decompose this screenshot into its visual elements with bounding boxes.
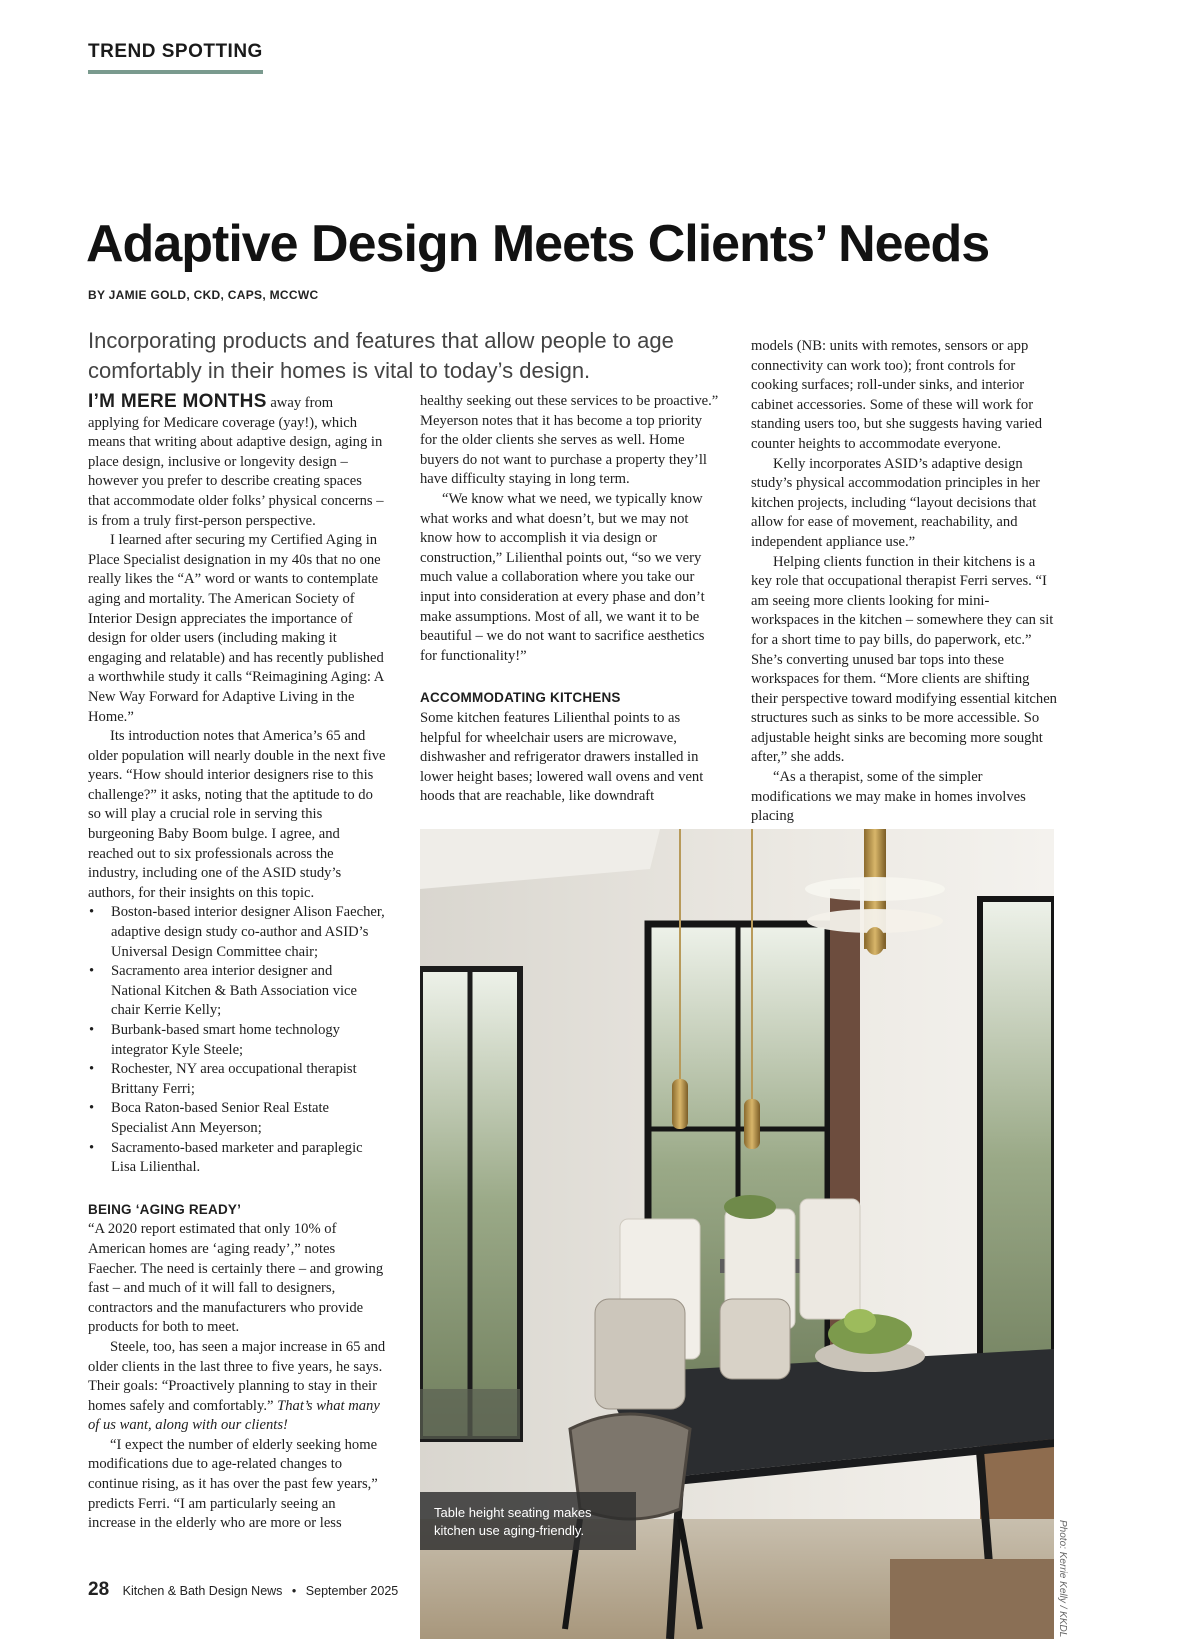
photo-caption: Table height seating makes kitchen use aging-friendly.	[420, 1492, 636, 1550]
lead-in-caps: I’M MERE MONTHS	[88, 391, 267, 412]
body-paragraph: models (NB: units with remotes, sensors or app connectivity can work too); front controls for cooking surfaces; roll-under sinks, and interior cabinet accessories. Some of these will work for standing users too, but she suggests having varied counter heights to accommodate everyone.	[751, 338, 1043, 452]
list-item: • Burbank-based smart home technology integrator Kyle Steele;	[88, 1021, 386, 1060]
body-paragraph	[88, 1338, 386, 1436]
footer-separator: •	[291, 1584, 297, 1598]
body-paragraph: “We know what we need, we typically know what works and what doesn’t, but we may not know how to accomplish it via design or construction,” Lilienthal points out, “so we very much value a collaboration where you take our input into consideration at every phase and don’t make assumptions. Most of all, we want it to be beautiful – we do not want to sacrifice aesthetics for functionality!”	[420, 490, 705, 664]
body-paragraph: “I expect the number of elderly seeking home modifications due to age-related changes to continue rising, as it has over the past few years,” predicts Ferri. “I am particularly seeing an increase in the elderly who are more or less	[88, 1436, 378, 1532]
body-paragraph: Helping clients function in their kitchens is a key role that occupational therapist Ferri serves. “I am seeing more clients looking for mini-workspaces in the kitchen – somewhere they can sit for a short time to pay bills, do paperwork, etc.” She’s converting unused bar tops into these workspaces for them. “More clients are shifting their perspective toward modifying essential kitchen structures such as sinks to be more accessible. So adjustable height sinks are becoming more sought after,” she adds.	[751, 553, 1057, 766]
body-paragraph: Its introduction notes that America’s 65 and older population will nearly double in the next five years. “How should interior designers rise to this challenge?” it asks, noting that the aptitude to do so will play a crucial role in serving this burgeoning Baby Boom bulge. I agree, and reached out to six professionals across the industry, including one of the ASID study’s authors, for their insights on this topic.	[88, 728, 386, 901]
photo-credit: Photo: Kerrie Kelly / KKDL	[1057, 1520, 1068, 1638]
body-paragraph: healthy seeking out these services to be proactive.” Meyerson notes that it has become a top priority for the older clients she serves as well. Home buyers do not want to purchase a property they’ll have difficulty staying in long term.	[420, 393, 719, 488]
publication-name: Kitchen & Bath Design News	[122, 1584, 283, 1598]
body-paragraph: Kelly incorporates ASID’s adaptive design study’s physical accommodation principles in her kitchen projects, including “layout decisions that allow for ease of movement, reachability, and independent appliance use.”	[751, 455, 1040, 550]
section-label: TREND SPOTTING	[88, 41, 263, 74]
body-paragraph: Some kitchen features Lilienthal points to as helpful for wheelchair users are microwave, dishwasher and refrigerator drawers installed in lower height bases; lowered wall ovens and vent hoods that are reachable, like downdraft	[420, 709, 704, 805]
expert-list	[88, 903, 386, 1177]
list-item: • Boston-based interior designer Alison Faecher, adaptive design study co-author and ASID’s Universal Design Committee chair;	[88, 903, 386, 962]
italic-aside: That’s what many of us want, along with our clients!	[88, 1397, 380, 1434]
issue-date: September 2025	[305, 1584, 399, 1598]
subhead-accommodating-kitchens: ACCOMMODATING KITCHENS	[420, 690, 621, 706]
body-paragraph: “As a therapist, some of the simpler modifications we may make in homes involves placing	[751, 769, 1026, 825]
page-number: 28	[88, 1579, 110, 1600]
lead-paragraph	[88, 392, 386, 531]
page-footer	[88, 1579, 398, 1601]
subhead-aging-ready: BEING ‘AGING READY’	[88, 1201, 242, 1217]
article-column-3	[751, 337, 1057, 827]
article-column-1	[88, 392, 386, 1534]
body-paragraph: I learned after securing my Certified Aging in Place Specialist designation in my 40s that no one really likes the “A” word or wants to contemplate aging and mortality. The American Society of Interior Design appreciates the importance of design for older users (including making it engaging and relatable) and has recently published a worthwhile study it calls “Reimagining Aging: A New Way Forward for Adaptive Living in the Home.”	[88, 532, 384, 725]
body-text: Steele, too, has seen a major increase in 65 and older clients in the last three to five years, he says. Their goals: “Proactively planning to stay in their homes safely and comfortably.”	[88, 1338, 386, 1414]
article-column-2	[420, 392, 720, 807]
list-item: • Boca Raton-based Senior Real Estate Specialist Ann Meyerson;	[88, 1099, 386, 1138]
article-deck: Incorporating products and features that allow people to age comfortably in their homes is vital to today’s design.	[88, 328, 674, 383]
article-byline: BY JAMIE GOLD, CKD, CAPS, MCCWC	[88, 288, 319, 302]
list-item: • Sacramento-based marketer and paraplegic Lisa Lilienthal.	[88, 1139, 386, 1178]
lead-paragraph-text: away from applying for Medicare coverage (yay!), which means that writing about adaptive design, aging in place design, inclusive or longevity design – however you prefer to describe creating spaces that accommodate older folks’ physical concerns – is from a truly first-person perspective.	[88, 395, 384, 529]
article-title: Adaptive Design Meets Clients’ Needs	[86, 215, 990, 273]
list-item: • Rochester, NY area occupational therapist Brittany Ferri;	[88, 1060, 386, 1099]
list-item: • Sacramento area interior designer and National Kitchen & Bath Association vice chair Kerrie Kelly;	[88, 962, 386, 1021]
body-paragraph: “A 2020 report estimated that only 10% of American homes are ‘aging ready’,” notes Faecher. The need is certainly there – and growing fast – and much of it will fall to designers, contractors and the manufacturers who provide products for both to meet.	[88, 1221, 384, 1336]
